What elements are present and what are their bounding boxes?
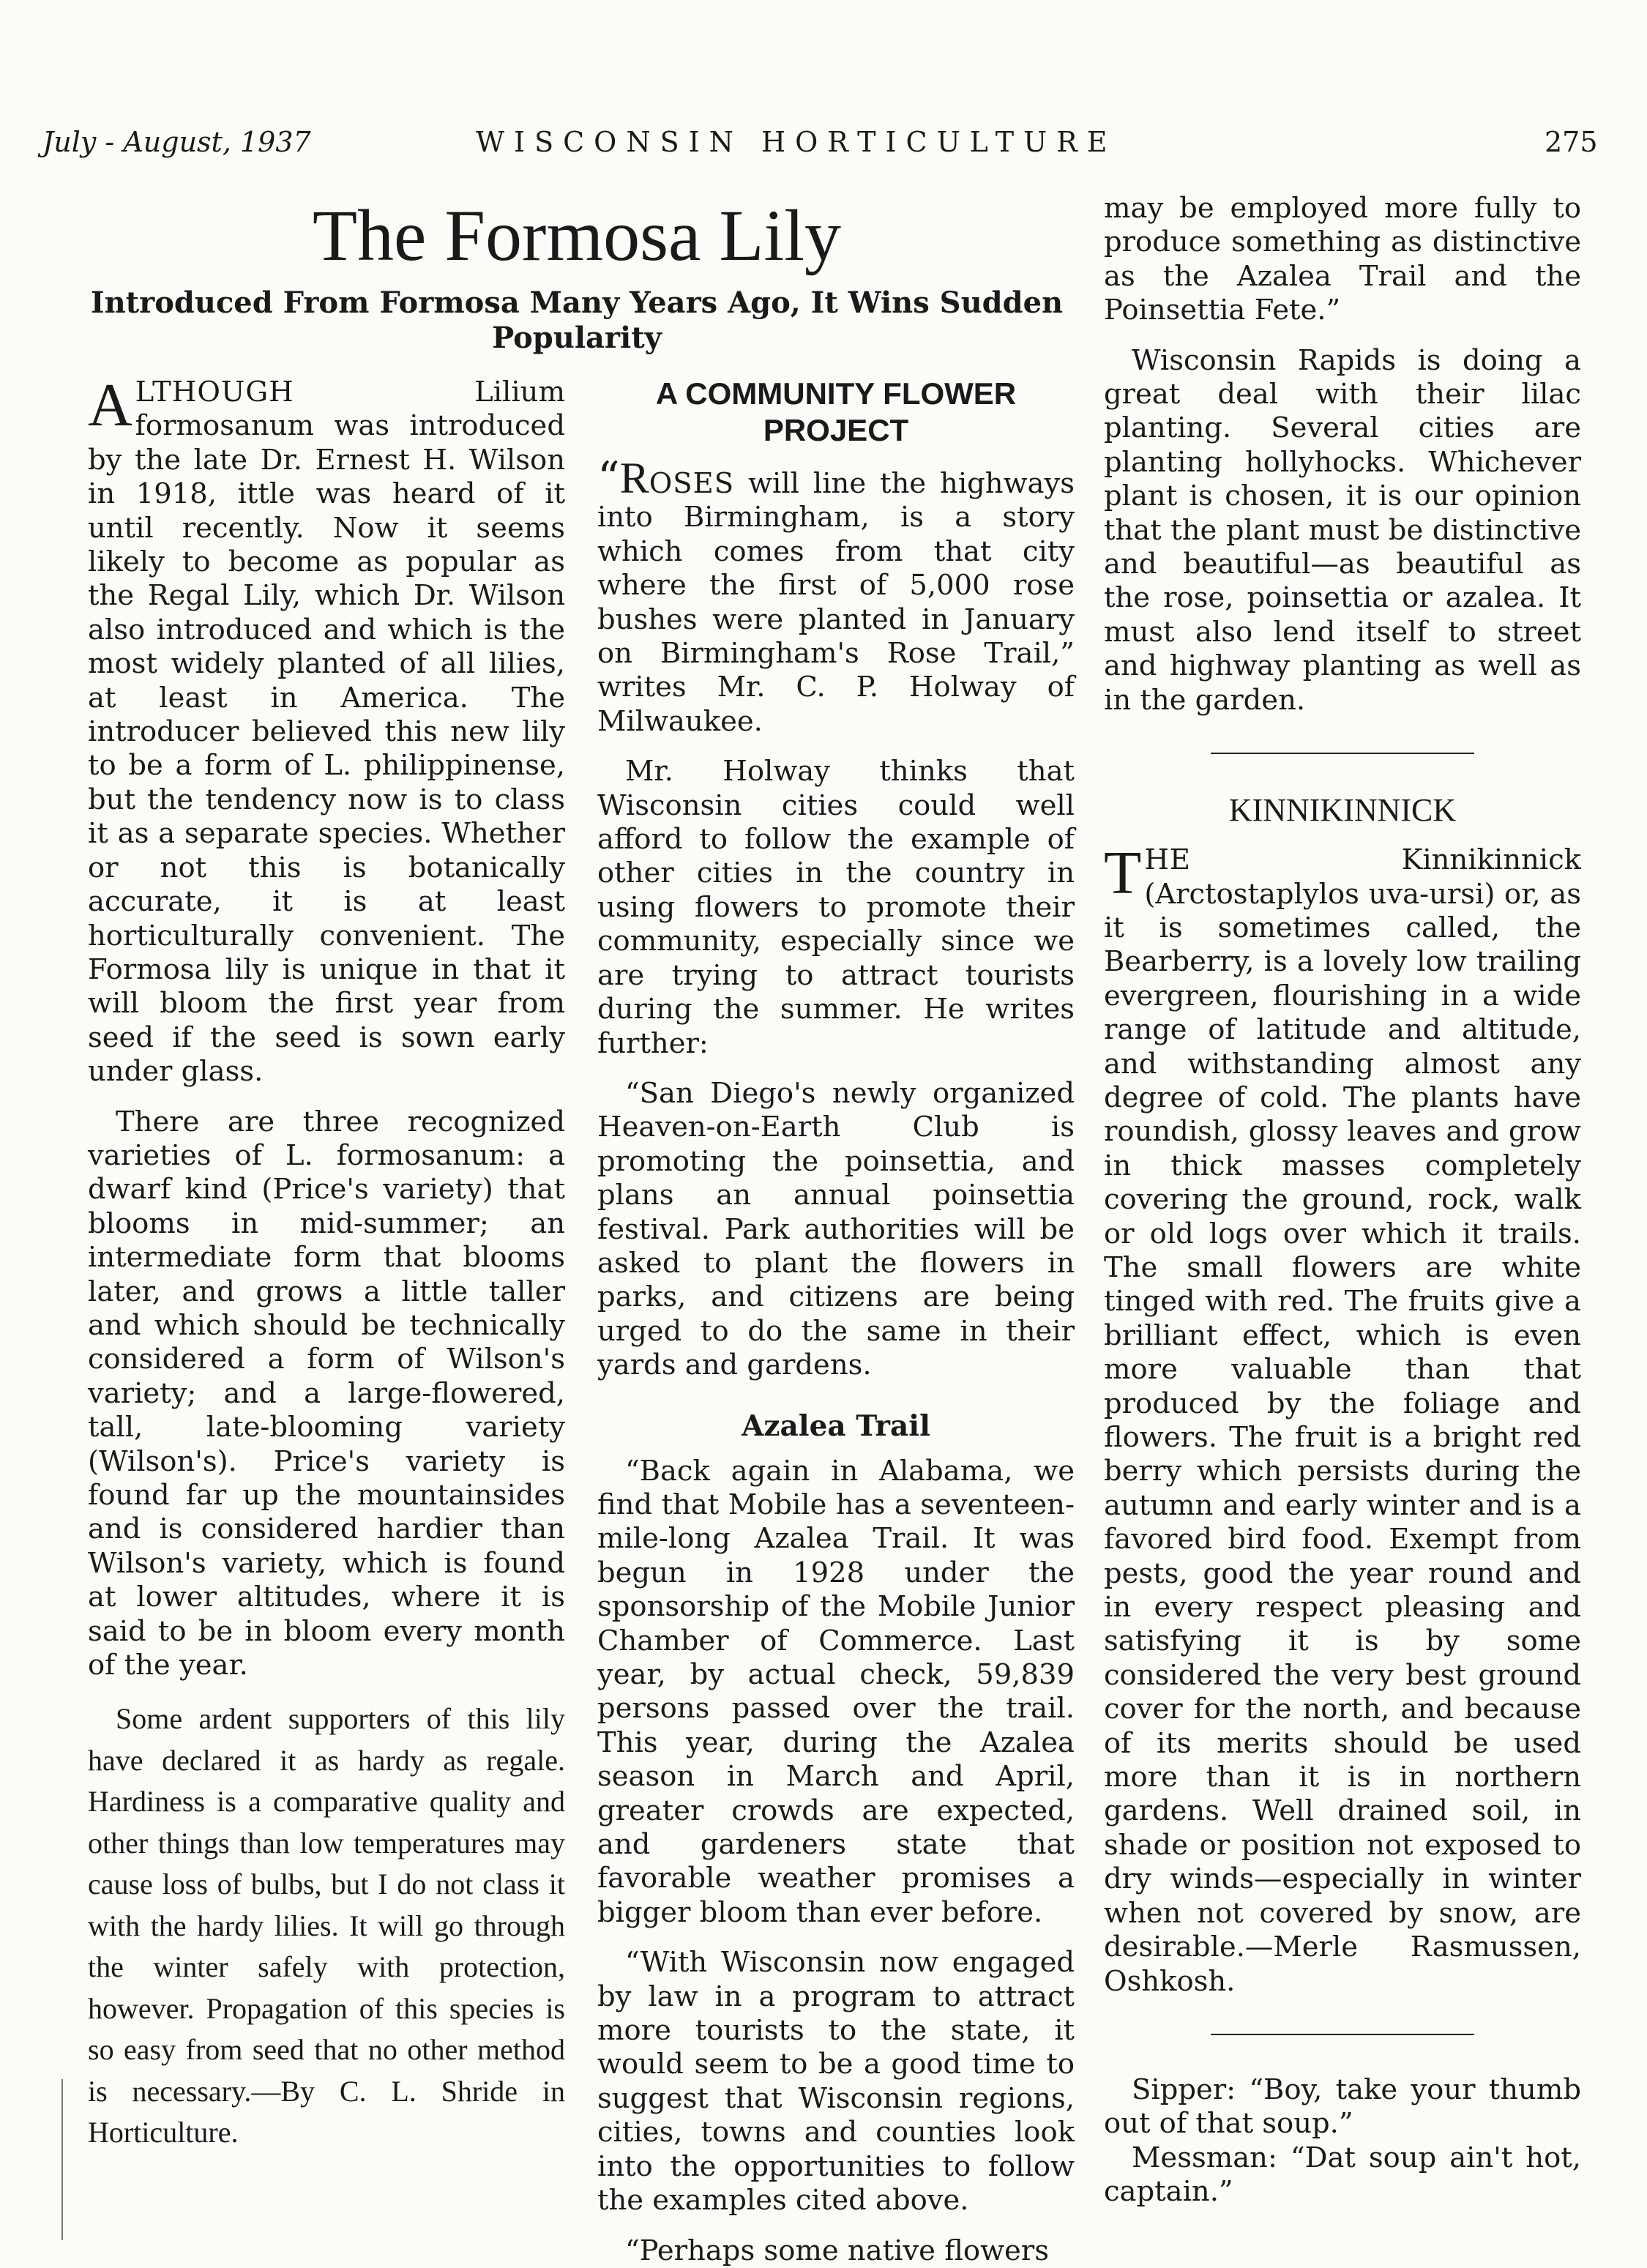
- kinnikinnick-paragraph: [1104, 839, 1581, 1999]
- lead-smallcaps: HE: [1144, 843, 1191, 877]
- drop-cap: T: [1104, 839, 1142, 908]
- lead-smallcaps: LTHOUGH: [135, 376, 294, 409]
- issue-date: July - August, 1937: [42, 126, 311, 158]
- lily-paragraph-2: There are three recognized varieties of L. formosanum: a dwarf kind (Price's variety) that blooms in mid-summer; an intermediate form that blooms later, and grows a little taller and which should be technically considered a form of Wilson's variety; and a large-flowered, tall, late-blooming variety (Wilson's). Price's variety is found far up the mountainsides and is considered hardier than Wilson's variety, which is found at lower altitudes, where it is said to be in bloom every month of the year.: [88, 1105, 565, 1682]
- community-paragraph-8: Wisconsin Rapids is doing a great deal with their lilac planting. Several cities are planting hollyhocks. Whichever plant is chosen, it is our opinion that the plant must be distinctive and beautiful—as beautiful as the rose, poinsettia or azalea. It must also lend itself to street and highway planting as well as in the garden.: [1104, 343, 1581, 717]
- community-paragraph-5: “With Wisconsin now engaged by law in a program to attract more tourists to the state, it would seem to be a good time to suggest that Wisconsin regions, cities, towns and counties look into the opportunities to follow the examples cited above.: [597, 1946, 1075, 2217]
- lily-paragraph-1: [88, 371, 565, 1089]
- paragraph-text: Lilium formosanum was introduced by the late Dr. Ernest H. Wilson in 1918, ittle was heard of it until recently. Now it seems likely to become as popular as the Regal Lily, which Dr. Wilson also introduced and which is the most widely planted of all lilies, at least in America. The introducer believed this new lily to be a form of L. philippinense, but the tendency now is to class it as a separate species. Whether or not this is botanically accurate, it is at least horticulturally convenient. The Formosa lily is unique in that it will bloom the first year from seed if the seed is sown early under glass.: [88, 376, 565, 1089]
- article-title: The Formosa Lily: [312, 195, 842, 276]
- magazine-name: WISCONSIN HORTICULTURE: [476, 126, 1117, 158]
- community-paragraph-6: “Perhaps some native flowers: [625, 2234, 1049, 2267]
- community-heading: A COMMUNITY FLOWER PROJECT: [655, 376, 1017, 447]
- kinnikinnick-heading: KINNIKINNICK: [1228, 792, 1457, 829]
- margin-mark: [61, 2079, 63, 2240]
- joke-line-2: Messman: “Dat soup ain't hot, captain.”: [1104, 2141, 1581, 2209]
- lily-closing-block: [88, 1698, 565, 2154]
- column-1: [88, 371, 565, 2154]
- drop-cap: R: [619, 454, 649, 502]
- column-3: [1104, 192, 1581, 2209]
- section-divider: [1211, 2034, 1474, 2035]
- open-quote: “: [597, 452, 620, 504]
- column-2: [597, 376, 1075, 2268]
- page-number: 275: [1545, 126, 1598, 158]
- article-subtitle: Introduced From Formosa Many Years Ago, It Wins Sudden Popularity: [90, 286, 1064, 355]
- community-paragraph-4: “Back again in Alabama, we find that Mobile has a seventeen-mile-long Azalea Trail. It was begun in 1928 under the sponsorship of the Mobile Junior Chamber of Commerce. Last year, by actual check, 59,839 persons passed over the trail. This year, during the Azalea season in March and April, greater crowds are expected, and gardeners state that favorable weather promises a bigger bloom than ever before.: [597, 1454, 1075, 1929]
- paragraph-text: will line the highways into Birmingham, is a story which comes from that city where the first of 5,000 rose bushes were planted in January on Birmingham's Rose Trail,” writes Mr. C. P. Holway of Milwaukee.: [597, 467, 1075, 738]
- community-paragraph-3: “San Diego's newly organized Heaven-on-Earth Club is promoting the poinsettia, and plans an annual poinsettia festival. Park authorities will be asked to plant the flowers in parks, and citizens are being urged to do the same in their yards and gardens.: [597, 1076, 1075, 1382]
- lily-paragraph-3: Some ardent supporters of this lily have declared it as hardy as regale. Hardiness is a comparative quality and other things than low temperatures may cause loss of bulbs, but I do not class it with the hardy lilies. It will go through the winter safely with protection, however. Propagation of this species is so easy from seed that no other method is necessary.—By C. L. Shride in Horticulture.: [88, 1702, 565, 2149]
- drop-cap: A: [88, 371, 132, 439]
- paragraph-text: Kinnikinnick (Arctostaplylos uva-ursi) or, as it is sometimes called, the Bearberry, is a lovely low trailing evergreen, flourishing in a wide range of latitude and altitude, and withstanding almost any degree of cold. The plants have roundish, glossy leaves and grow in thick masses completely covering the ground, rock, walk or old logs over which it trails. The small flowers are white tinged with red. The fruits give a brilliant effect, which is even more valuable than that produced by the foliage and flowers. The fruit is a bright red berry which persists during the autumn and early winter and is a favored bird food. Exempt from pests, good the year round and in every respect pleasing and satisfying it is by some considered the very best ground cover for the north, and because of its merits should be used more than it is in northern gardens. Well drained soil, in shade or position not exposed to dry winds—especially in winter when not covered by snow, are desirable.—Merle Rasmussen, Oshkosh.: [1104, 843, 1581, 1998]
- azalea-trail-heading: Azalea Trail: [742, 1409, 930, 1443]
- joke-line-1: Sipper: “Boy, take your thumb out of that soup.”: [1104, 2073, 1581, 2141]
- section-divider: [1211, 753, 1474, 754]
- running-header: [0, 126, 1647, 170]
- community-paragraph-7: may be employed more fully to produce something as distinctive as the Azalea Trail and the Poinsettia Fete.”: [1104, 192, 1581, 327]
- lead-smallcaps: OSES: [649, 467, 735, 500]
- community-paragraph-2: Mr. Holway thinks that Wisconsin cities could well afford to follow the example of other cities in the country in using flowers to promote their community, especially since we are trying to attract tourists during the summer. He writes further:: [597, 755, 1075, 1060]
- community-paragraph-1: [597, 452, 1075, 739]
